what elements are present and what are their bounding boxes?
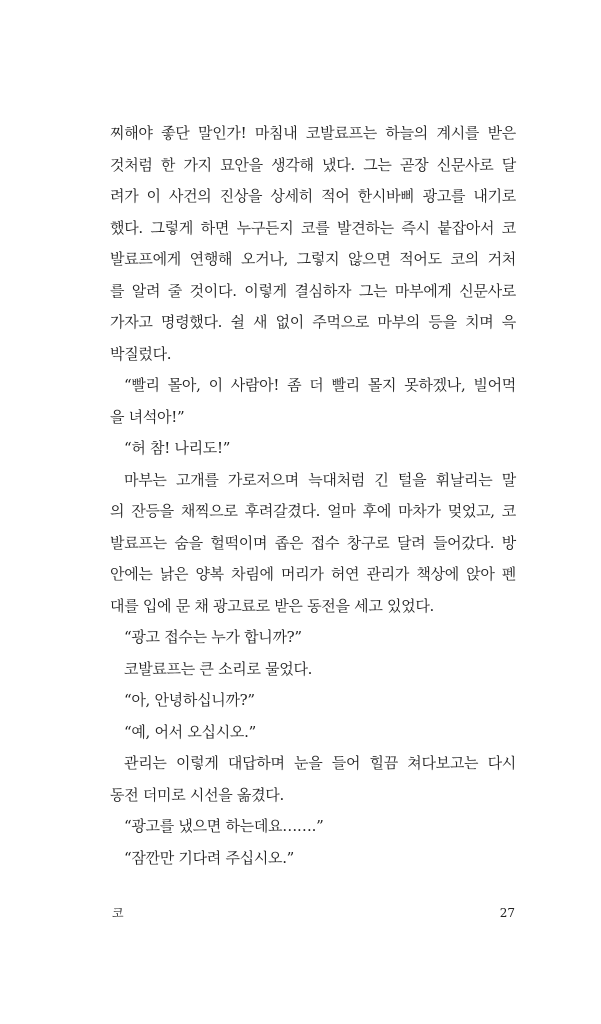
text-line: 발료프에게 연행해 오거나, 그렇지 않으면 적어도 코의 거처 xyxy=(110,250,516,268)
text-line: “허 참! 나리도!” xyxy=(124,439,231,457)
text-line: 를 알려 줄 것이다. 이렇게 결심하자 그는 마부에게 신문사로 xyxy=(110,281,516,300)
text-line: “아, 안녕하십니까?” xyxy=(124,691,255,709)
text-line: 발료프는 숨을 헐떡이며 좁은 접수 창구로 달려 들어갔다. 방 xyxy=(110,533,516,552)
text-line: 것처럼 한 가지 묘안을 생각해 냈다. 그는 곧장 신문사로 달 xyxy=(110,155,516,174)
text-line: 의 잔등을 채찍으로 후려갈겼다. 얼마 후에 마차가 멎었고, 코 xyxy=(110,502,516,520)
text-line: “광고 접수는 누가 합니까?” xyxy=(124,628,302,646)
text-line: 코발료프는 큰 소리로 물었다. xyxy=(124,659,313,678)
text-line: “잠깐만 기다려 주십시오.” xyxy=(124,848,295,867)
text-line: 했다. 그렇게 하면 누구든지 코를 발견하는 즉시 붙잡아서 코 xyxy=(110,218,516,237)
text-line: 안에는 낡은 양복 차림에 머리가 허연 관리가 책상에 앉아 펜 xyxy=(110,565,516,583)
text-line: 을 녀석아!” xyxy=(110,407,185,426)
page-number: 27 xyxy=(499,906,515,920)
text-line: 관리는 이렇게 대답하며 눈을 들어 힐끔 쳐다보고는 다시 xyxy=(124,754,516,772)
text-line: “예, 어서 오십시오.” xyxy=(124,722,256,741)
text-line: 마부는 고개를 가로저으며 늑대처럼 긴 털을 휘날리는 말 xyxy=(124,470,516,489)
running-footer-title: 코 xyxy=(112,906,124,920)
text-line: 동전 더미로 시선을 옮겼다. xyxy=(110,785,284,804)
text-line: “빨리 몰아, 이 사람아! 좀 더 빨리 몰지 못하겠나, 빌어먹 xyxy=(124,376,516,394)
text-line: 가자고 명령했다. 쉴 새 없이 주먹으로 마부의 등을 치며 윽 xyxy=(110,313,516,331)
body-text xyxy=(110,118,516,874)
text-line: 찌해야 좋단 말인가! 마침내 코발료프는 하늘의 계시를 받은 xyxy=(110,124,516,142)
text-line: “광고를 냈으면 하는데요…….” xyxy=(124,817,324,835)
text-line: 대를 입에 문 채 광고료로 받은 동전을 세고 있었다. xyxy=(110,596,435,615)
text-line: 박질렀다. xyxy=(110,344,172,363)
text-line: 려가 이 사건의 진상을 상세히 적어 한시바삐 광고를 내기로 xyxy=(110,187,516,205)
